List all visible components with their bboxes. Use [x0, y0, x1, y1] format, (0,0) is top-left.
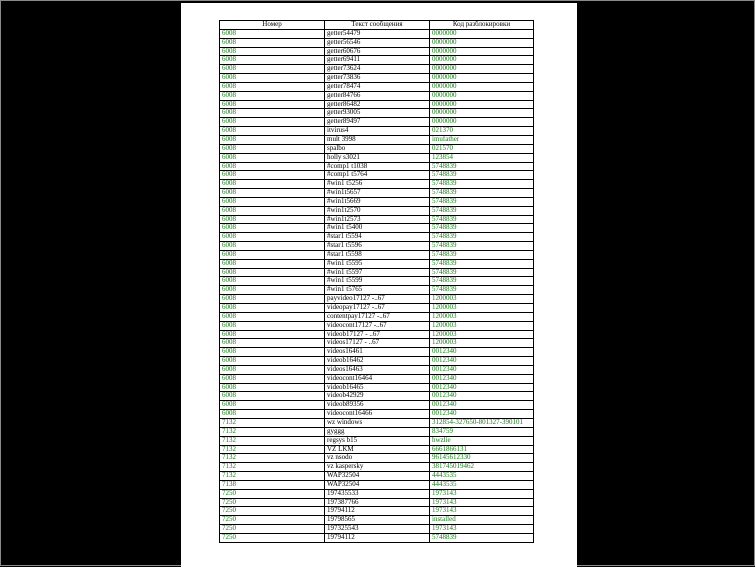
cell-message-text: getter60676 [325, 47, 430, 56]
cell-message-text: getter73624 [325, 65, 430, 74]
table-row [220, 259, 534, 268]
cell-unlock-code: 0012340 [430, 383, 534, 392]
cell-number: 6008 [220, 29, 325, 38]
cell-number: 7250 [220, 498, 325, 507]
table-row [220, 401, 534, 410]
cell-message-text: getter93005 [325, 109, 430, 118]
table-row [220, 365, 534, 374]
cell-unlock-code: 1200003 [430, 339, 534, 348]
document-page [181, 3, 577, 567]
column-header-message-text: Текст сообщения [325, 21, 430, 30]
cell-message-text: #win1 t5256 [325, 180, 430, 189]
cell-unlock-code: installed [430, 516, 534, 525]
cell-unlock-code: 0000000 [430, 118, 534, 127]
table-header-row [220, 21, 534, 30]
cell-number: 7250 [220, 489, 325, 498]
cell-number: 6008 [220, 312, 325, 321]
cell-unlock-code: 0012340 [430, 365, 534, 374]
table-row [220, 206, 534, 215]
cell-message-text: 197387766 [325, 498, 430, 507]
column-header-unlock-code: Код разблокировки [430, 21, 534, 30]
table-row [220, 348, 534, 357]
cell-number: 7138 [220, 480, 325, 489]
cell-number: 6008 [220, 321, 325, 330]
table-row [220, 197, 534, 206]
cell-number: 6008 [220, 215, 325, 224]
cell-message-text: videocont16464 [325, 374, 430, 383]
table-row [220, 507, 534, 516]
cell-number: 6008 [220, 383, 325, 392]
table-row [220, 445, 534, 454]
cell-message-text: #win1 t5597 [325, 268, 430, 277]
cell-message-text: videob89356 [325, 401, 430, 410]
cell-unlock-code: 1200003 [430, 321, 534, 330]
cell-message-text: getter84766 [325, 91, 430, 100]
table-row [220, 286, 534, 295]
cell-message-text: videocont16466 [325, 410, 430, 419]
cell-message-text: #comp1 t1038 [325, 162, 430, 171]
cell-message-text: #win1t5669 [325, 197, 430, 206]
table-row [220, 233, 534, 242]
cell-number: 6008 [220, 197, 325, 206]
cell-number: 6008 [220, 56, 325, 65]
cell-unlock-code: 1973143 [430, 498, 534, 507]
cell-number: 7250 [220, 507, 325, 516]
cell-unlock-code: 381745019462 [430, 463, 534, 472]
cell-number: 6008 [220, 286, 325, 295]
cell-message-text: videob17127 - ..67 [325, 330, 430, 339]
cell-unlock-code: 5748839 [430, 171, 534, 180]
cell-message-text: getter89497 [325, 118, 430, 127]
cell-number: 6008 [220, 153, 325, 162]
cell-unlock-code: 0000000 [430, 56, 534, 65]
cell-unlock-code: 0000000 [430, 29, 534, 38]
cell-unlock-code: 5748839 [430, 162, 534, 171]
cell-message-text: wz windows [325, 418, 430, 427]
cell-number: 6008 [220, 91, 325, 100]
cell-message-text: #star1 t5598 [325, 250, 430, 259]
cell-number: 6008 [220, 38, 325, 47]
cell-unlock-code: 312854-327650-801327-390101 [430, 418, 534, 427]
table-row [220, 162, 534, 171]
cell-message-text: getter69411 [325, 56, 430, 65]
cell-unlock-code: 5748839 [430, 268, 534, 277]
table-row [220, 242, 534, 251]
cell-number: 7250 [220, 533, 325, 542]
cell-number: 6008 [220, 224, 325, 233]
cell-unlock-code: 5748839 [430, 206, 534, 215]
table-row [220, 127, 534, 136]
cell-unlock-code: 0000000 [430, 38, 534, 47]
cell-message-text: getter73836 [325, 74, 430, 83]
table-row [220, 357, 534, 366]
cell-message-text: WAP32504 [325, 472, 430, 481]
cell-unlock-code: 0000000 [430, 109, 534, 118]
table-row [220, 418, 534, 427]
cell-message-text: videob42929 [325, 392, 430, 401]
cell-unlock-code: 0012340 [430, 348, 534, 357]
cell-unlock-code: 5748839 [430, 224, 534, 233]
cell-message-text: 197435533 [325, 489, 430, 498]
cell-message-text: WAP32504 [325, 480, 430, 489]
cell-message-text: 19794112 [325, 533, 430, 542]
cell-message-text: gyggg [325, 427, 430, 436]
table-row [220, 47, 534, 56]
table-row [220, 135, 534, 144]
cell-unlock-code: 5748839 [430, 259, 534, 268]
cell-unlock-code: 6661866131 [430, 445, 534, 454]
table-row [220, 330, 534, 339]
table-row [220, 454, 534, 463]
cell-number: 6008 [220, 82, 325, 91]
cell-unlock-code: 0000000 [430, 91, 534, 100]
cell-unlock-code: 1200003 [430, 304, 534, 313]
cell-message-text: videob16465 [325, 383, 430, 392]
cell-unlock-code: 5748839 [430, 242, 534, 251]
cell-number: 7132 [220, 472, 325, 481]
table-row [220, 144, 534, 153]
cell-message-text: #star1 t5596 [325, 242, 430, 251]
cell-unlock-code: 0000000 [430, 74, 534, 83]
cell-number: 6008 [220, 242, 325, 251]
cell-number: 7132 [220, 418, 325, 427]
cell-number: 6008 [220, 357, 325, 366]
table-row [220, 74, 534, 83]
cell-message-text: getter86482 [325, 100, 430, 109]
table-row [220, 295, 534, 304]
cell-number: 6008 [220, 233, 325, 242]
cell-number: 6008 [220, 374, 325, 383]
cell-number: 6008 [220, 162, 325, 171]
cell-unlock-code: 5748839 [430, 197, 534, 206]
table-row [220, 304, 534, 313]
table-row [220, 321, 534, 330]
table-row [220, 65, 534, 74]
table-row [220, 153, 534, 162]
cell-number: 6008 [220, 144, 325, 153]
cell-message-text: payvideo17127 -..67 [325, 295, 430, 304]
cell-unlock-code: 0012340 [430, 392, 534, 401]
cell-message-text: 19798565 [325, 516, 430, 525]
cell-message-text: #star1 t5594 [325, 233, 430, 242]
cell-unlock-code: 1973143 [430, 489, 534, 498]
cell-number: 6008 [220, 171, 325, 180]
cell-message-text: #win1 t5400 [325, 224, 430, 233]
table-row [220, 268, 534, 277]
cell-message-text: 19794112 [325, 507, 430, 516]
cell-number: 6008 [220, 135, 325, 144]
table-row [220, 312, 534, 321]
table-row [220, 374, 534, 383]
cell-message-text: #win1t2573 [325, 215, 430, 224]
table-body [220, 29, 534, 542]
cell-unlock-code: 021370 [430, 127, 534, 136]
cell-message-text: regsys b15 [325, 436, 430, 445]
table-row [220, 100, 534, 109]
table-row [220, 277, 534, 286]
cell-message-text: #comp1 t5764 [325, 171, 430, 180]
cell-number: 6008 [220, 304, 325, 313]
cell-unlock-code: 021570 [430, 144, 534, 153]
column-header-number: Номер [220, 21, 325, 30]
table-row [220, 489, 534, 498]
cell-number: 6008 [220, 401, 325, 410]
table-row [220, 180, 534, 189]
cell-message-text: vz nsodo [325, 454, 430, 463]
cell-message-text: videos16461 [325, 348, 430, 357]
table-row [220, 38, 534, 47]
cell-unlock-code: 1200003 [430, 295, 534, 304]
table-row [220, 525, 534, 534]
cell-unlock-code: 5748839 [430, 533, 534, 542]
cell-number: 7132 [220, 445, 325, 454]
table-row [220, 109, 534, 118]
cell-unlock-code: 96145612330 [430, 454, 534, 463]
cell-number: 7250 [220, 525, 325, 534]
cell-number: 6008 [220, 259, 325, 268]
cell-unlock-code: 4443535 [430, 480, 534, 489]
cell-number: 6008 [220, 295, 325, 304]
cell-number: 6008 [220, 100, 325, 109]
cell-message-text: 197325543 [325, 525, 430, 534]
cell-unlock-code: 0012340 [430, 374, 534, 383]
cell-unlock-code: 5748839 [430, 215, 534, 224]
cell-message-text: mult 3998 [325, 135, 430, 144]
cell-unlock-code: 5748839 [430, 250, 534, 259]
cell-number: 6008 [220, 348, 325, 357]
cell-number: 6008 [220, 365, 325, 374]
cell-number: 7250 [220, 516, 325, 525]
cell-number: 7132 [220, 463, 325, 472]
cell-unlock-code: 123854 [430, 153, 534, 162]
table-row [220, 472, 534, 481]
cell-number: 6008 [220, 250, 325, 259]
cell-message-text: videos16463 [325, 365, 430, 374]
cell-number: 7132 [220, 454, 325, 463]
cell-message-text: getter78474 [325, 82, 430, 91]
table-row [220, 189, 534, 198]
cell-unlock-code: 1973143 [430, 507, 534, 516]
cell-message-text: vz kaspersky [325, 463, 430, 472]
cell-number: 6008 [220, 118, 325, 127]
cell-number: 6008 [220, 339, 325, 348]
cell-message-text: videob16462 [325, 357, 430, 366]
cell-message-text: getter56546 [325, 38, 430, 47]
table-row [220, 250, 534, 259]
cell-number: 6008 [220, 206, 325, 215]
table-row [220, 463, 534, 472]
table-row [220, 516, 534, 525]
cell-unlock-code: 5748839 [430, 286, 534, 295]
cell-unlock-code: 5748839 [430, 180, 534, 189]
cell-message-text: holly s3021 [325, 153, 430, 162]
cell-unlock-code: 1200003 [430, 330, 534, 339]
cell-message-text: #win1 t5599 [325, 277, 430, 286]
cell-unlock-code: 0000000 [430, 100, 534, 109]
cell-message-text: itvirus4 [325, 127, 430, 136]
table-row [220, 224, 534, 233]
table-row [220, 383, 534, 392]
table-row [220, 498, 534, 507]
cell-number: 6008 [220, 180, 325, 189]
cell-unlock-code: imufather [430, 135, 534, 144]
table-row [220, 171, 534, 180]
unlock-codes-table [219, 20, 534, 543]
cell-message-text: spalbo [325, 144, 430, 153]
table-row [220, 56, 534, 65]
table-row [220, 410, 534, 419]
cell-unlock-code: 0000000 [430, 65, 534, 74]
cell-number: 6008 [220, 109, 325, 118]
cell-message-text: #win1t5657 [325, 189, 430, 198]
table-row [220, 82, 534, 91]
cell-number: 6008 [220, 410, 325, 419]
table-row [220, 339, 534, 348]
cell-unlock-code: 0000000 [430, 47, 534, 56]
cell-message-text: #win1 t5765 [325, 286, 430, 295]
cell-number: 6008 [220, 127, 325, 136]
cell-message-text: VZ LKM [325, 445, 430, 454]
cell-number: 6008 [220, 74, 325, 83]
cell-unlock-code: 1200003 [430, 312, 534, 321]
table-row [220, 29, 534, 38]
cell-number: 6008 [220, 392, 325, 401]
cell-unlock-code: 5748839 [430, 277, 534, 286]
cell-unlock-code: 0012340 [430, 410, 534, 419]
cell-unlock-code: 1973143 [430, 525, 534, 534]
cell-unlock-code: 4443535 [430, 472, 534, 481]
cell-message-text: getter54479 [325, 29, 430, 38]
table-row [220, 118, 534, 127]
cell-unlock-code: 5748839 [430, 233, 534, 242]
cell-number: 6008 [220, 330, 325, 339]
cell-number: 6008 [220, 189, 325, 198]
table-row [220, 533, 534, 542]
cell-unlock-code: 0000000 [430, 82, 534, 91]
cell-number: 7132 [220, 436, 325, 445]
cell-number: 6008 [220, 268, 325, 277]
cell-unlock-code: hwzlie [430, 436, 534, 445]
cell-number: 7132 [220, 427, 325, 436]
cell-message-text: #win1 t5595 [325, 259, 430, 268]
table-row [220, 480, 534, 489]
cell-number: 6008 [220, 47, 325, 56]
cell-unlock-code: 834759 [430, 427, 534, 436]
cell-message-text: videos17127 - ..67 [325, 339, 430, 348]
table-row [220, 215, 534, 224]
table-row [220, 91, 534, 100]
table-row [220, 427, 534, 436]
cell-number: 6008 [220, 65, 325, 74]
table-row [220, 436, 534, 445]
cell-message-text: #win1t2570 [325, 206, 430, 215]
cell-message-text: videocont17127 -..67 [325, 321, 430, 330]
cell-number: 6008 [220, 277, 325, 286]
cell-unlock-code: 0012340 [430, 401, 534, 410]
cell-unlock-code: 0012340 [430, 357, 534, 366]
cell-unlock-code: 5748839 [430, 189, 534, 198]
table-row [220, 392, 534, 401]
cell-message-text: contentpay17127 -..67 [325, 312, 430, 321]
cell-message-text: videopay17127 -..67 [325, 304, 430, 313]
